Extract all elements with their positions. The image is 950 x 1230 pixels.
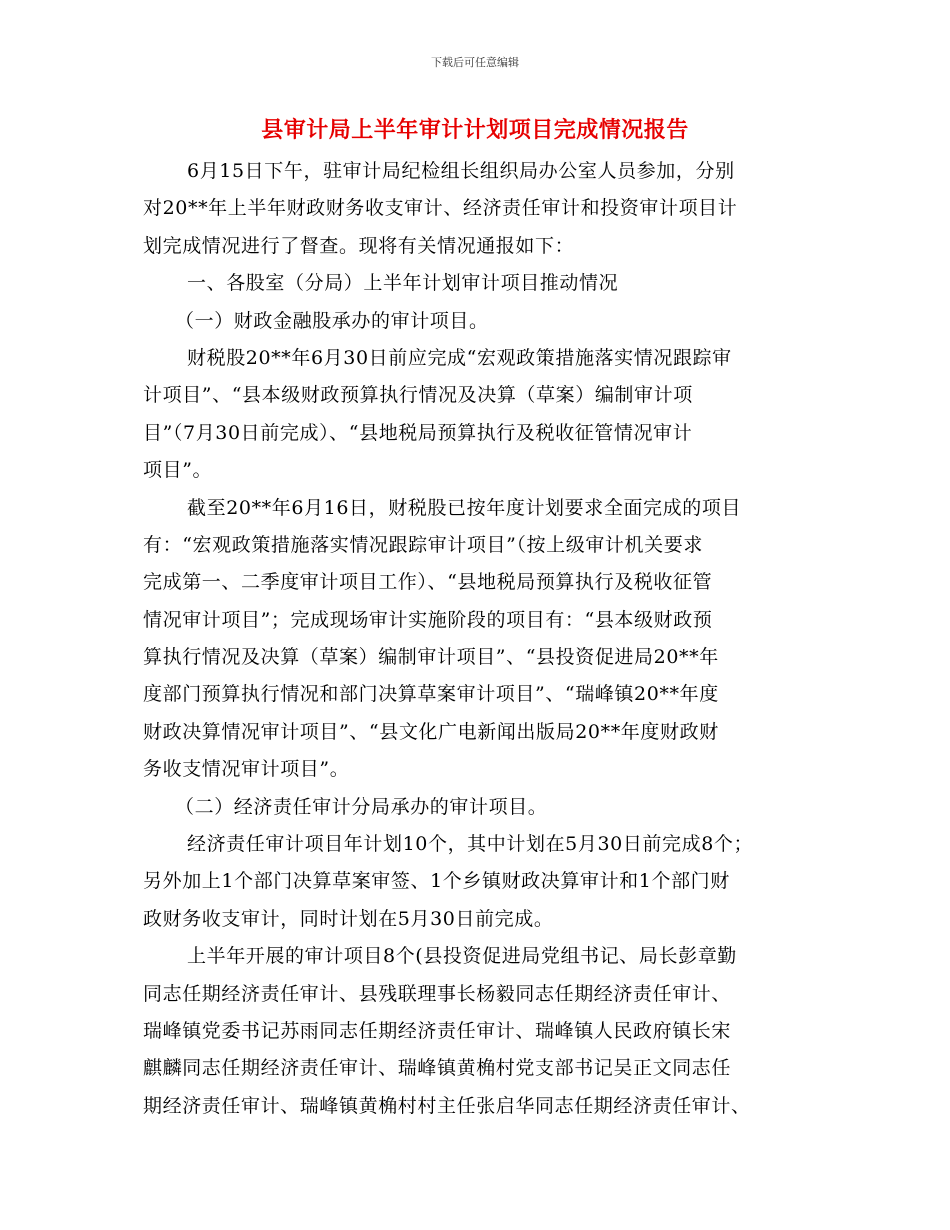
header-note: 下载后可任意编辑 — [431, 56, 519, 69]
document-body — [143, 153, 813, 1125]
paragraph-line: 麒麟同志任期经济责任审计、瑞峰镇黄桷村党支部书记吴正文同志任 — [143, 1057, 732, 1080]
paragraph-line: 6月15日下午，驻审计局纪检组长组织局办公室人员参加，分别 — [187, 160, 735, 182]
paragraph-line: 经济责任审计项目年计划10个，其中计划在5月30日前完成8个； — [187, 833, 754, 856]
paragraph-line: 划完成情况进行了督查。现将有关情况通报如下： — [143, 234, 575, 257]
paragraph-line: 上半年开展的审计项目8个(县投资促进局党组书记、局长彭章勤 — [187, 945, 737, 968]
paragraph-line: 截至20**年6月16日，财税股已按年度计划要求全面完成的项目 — [187, 496, 742, 519]
paragraph-line: 瑞峰镇党委书记苏雨同志任期经济责任审计、瑞峰镇人民政府镇长宋 — [143, 1019, 732, 1042]
subsection-heading: （二）经济责任审计分局承办的审计项目。 — [175, 795, 548, 818]
paragraph-line: 财税股20**年6月30日前应完成“宏观政策措施落实情况跟踪审 — [187, 346, 732, 369]
paragraph-line: 完成第一、二季度审计项目工作）、“县地税局预算执行及税收征管 — [143, 571, 713, 594]
paragraph-line: 有：“宏观政策措施落实情况跟踪审计项目”（按上级审计机关要求 — [143, 533, 703, 556]
paragraph-line: 度部门预算执行情况和部门决算草案审计项目”、“瑞峰镇20**年度 — [143, 683, 719, 706]
paragraph-line: 项目”。 — [143, 459, 213, 482]
paragraph-line: 算执行情况及决算（草案）编制审计项目”、“县投资促进局20**年 — [143, 646, 719, 669]
paragraph-line: 另外加上1个部门决算草案审签、1个乡镇财政决算审计和1个部门财 — [143, 870, 730, 893]
paragraph-line: 目”（7月30日前完成）、“县地税局预算执行及税收征管情况审计 — [143, 421, 693, 444]
paragraph-line: 政财务收支审计，同时计划在5月30日前完成。 — [143, 907, 554, 930]
paragraph-line: 务收支情况审计项目”。 — [143, 758, 350, 781]
subsection-heading: （一）财政金融股承办的审计项目。 — [175, 309, 489, 332]
paragraph-line: 情况审计项目”；完成现场审计实施阶段的项目有：“县本级财政预 — [143, 608, 713, 631]
document-title: 县审计局上半年审计计划项目完成情况报告 — [261, 118, 689, 143]
paragraph-line: 对20**年上半年财政财务收支审计、经济责任审计和投资审计项目计 — [143, 197, 738, 220]
paragraph-line: 计项目”、“县本级财政预算执行情况及决算（草案）编制审计项 — [143, 384, 693, 407]
paragraph-line: 同志任期经济责任审计、县残联理事长杨毅同志任期经济责任审计、 — [143, 982, 732, 1005]
section-heading: 一、各股室（分局）上半年计划审计项目推动情况 — [187, 272, 619, 295]
paragraph-line: 财政决算情况审计项目”、“县文化广电新闻出版局20**年度财政财 — [143, 720, 719, 743]
paragraph-line: 期经济责任审计、瑞峰镇黄桷村村主任张启华同志任期经济责任审计、 — [143, 1094, 751, 1117]
